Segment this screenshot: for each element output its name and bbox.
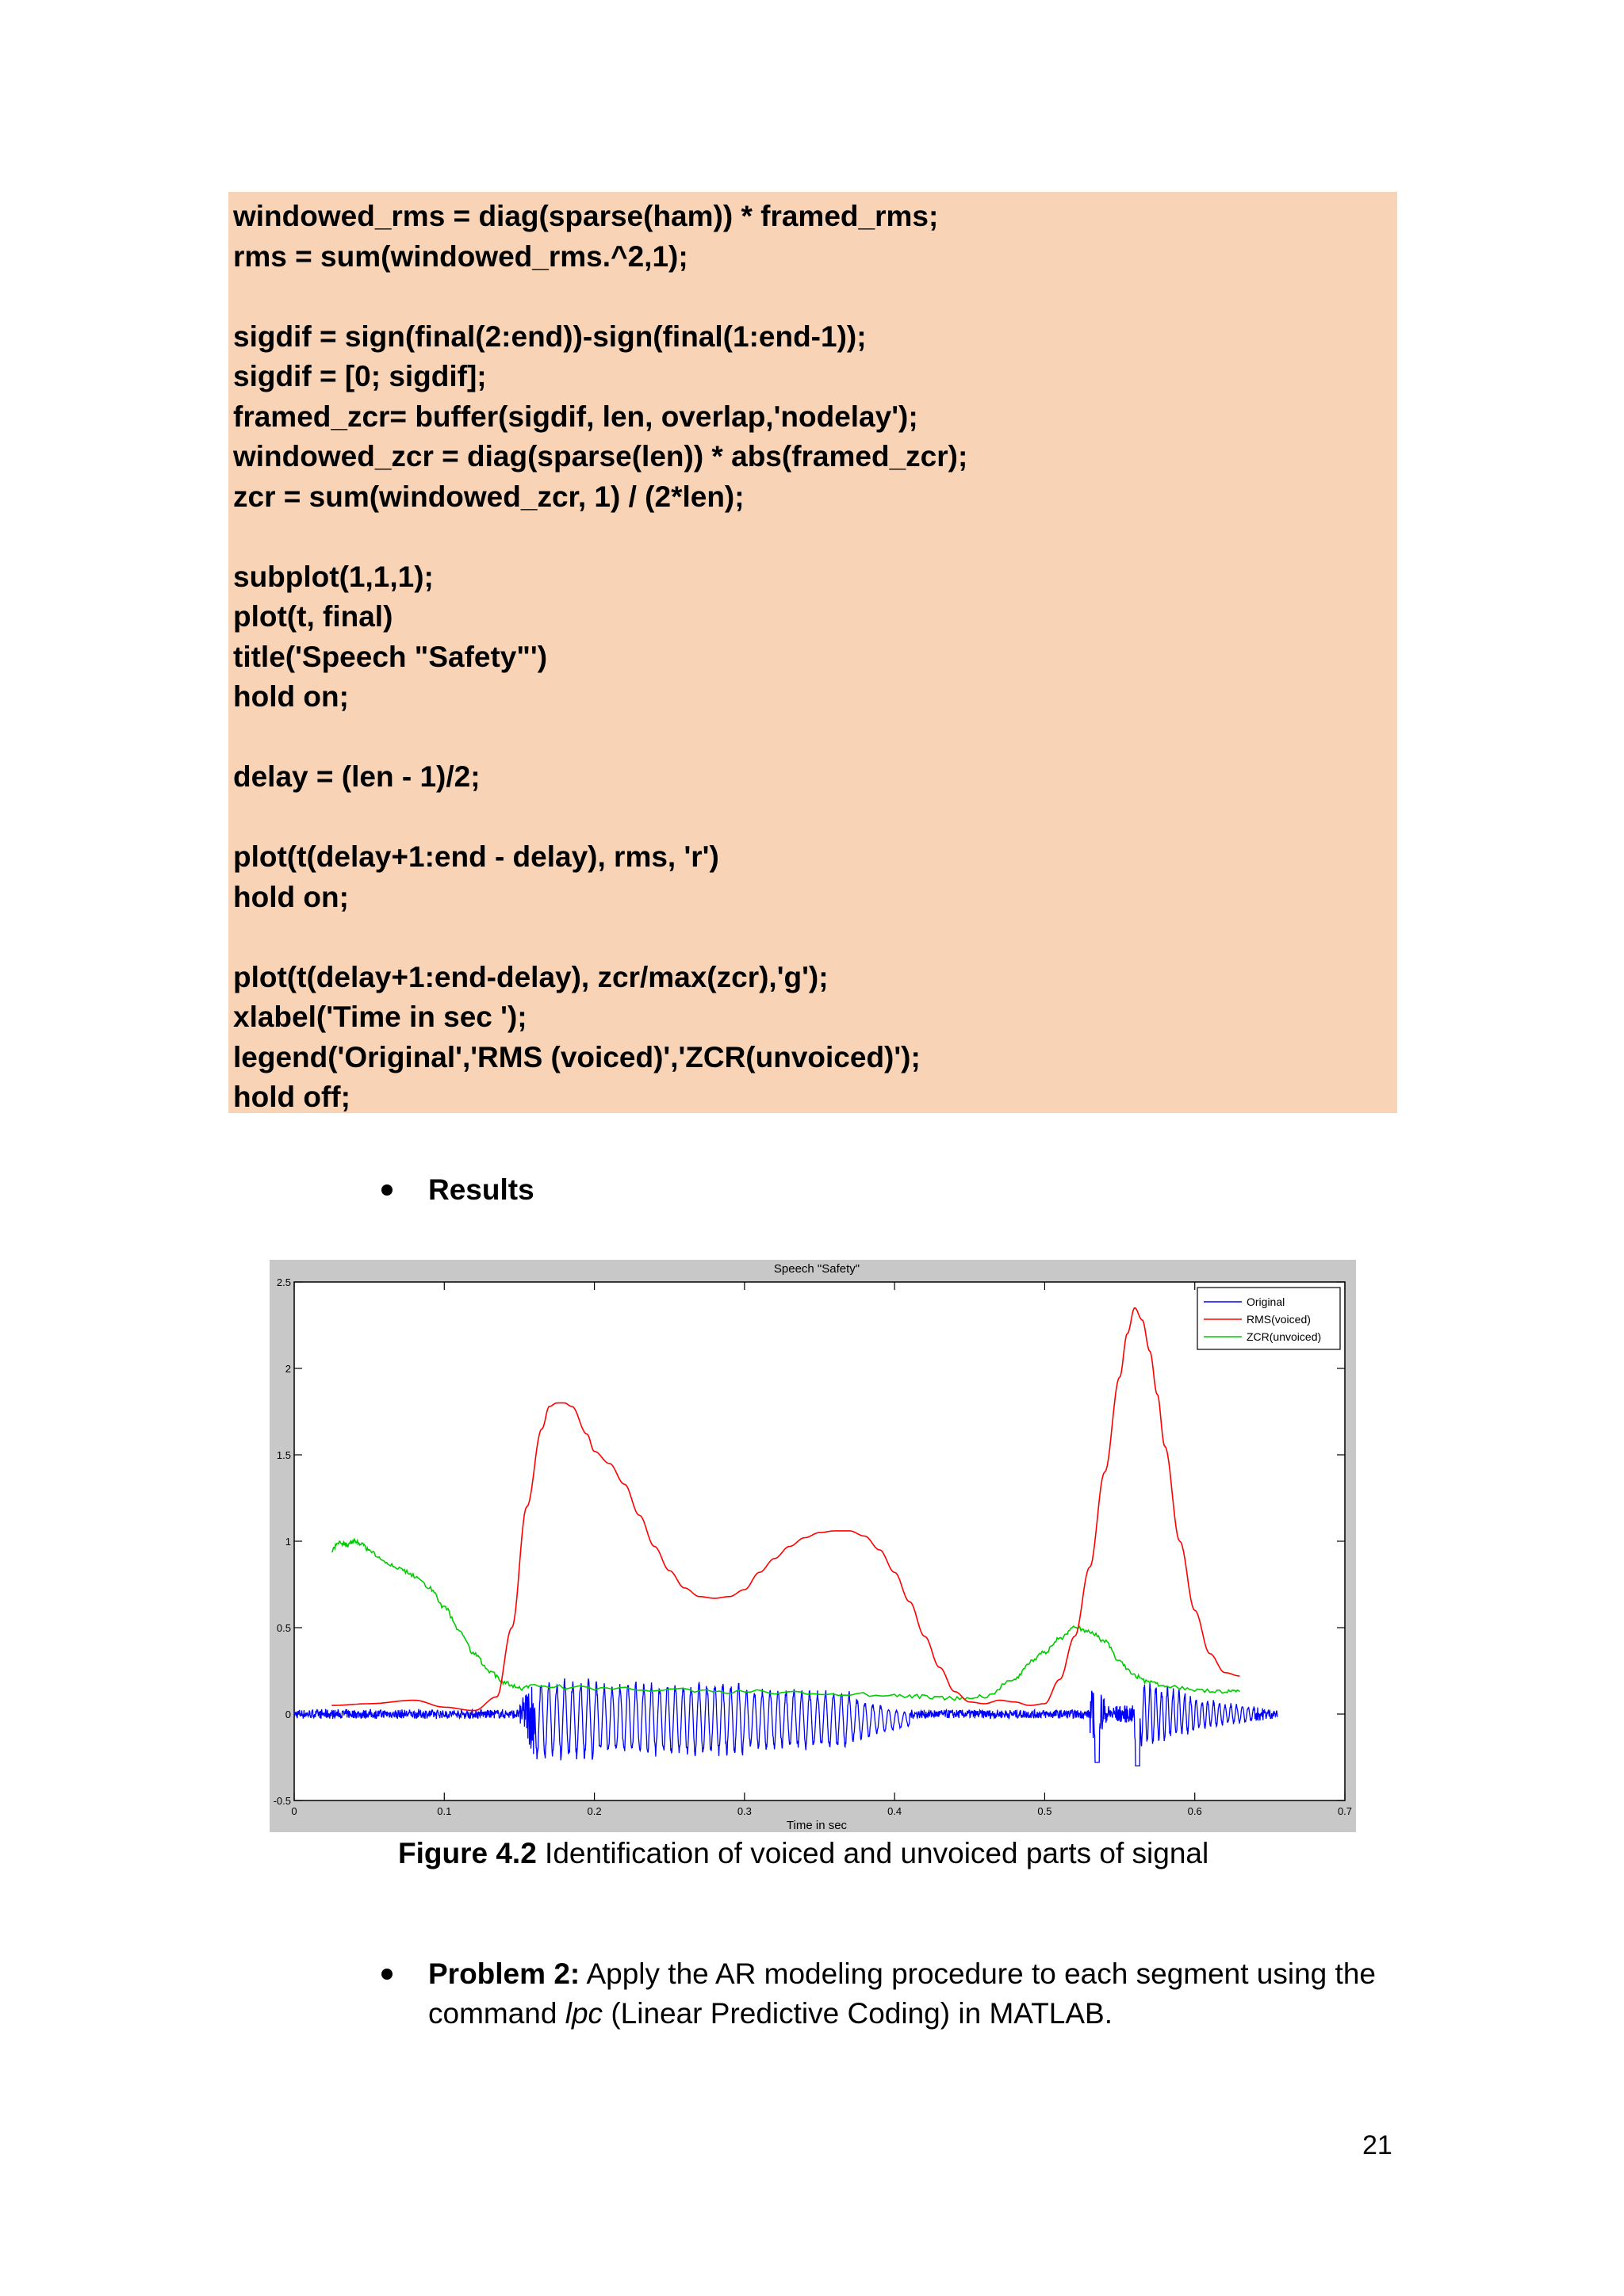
problem-text-2: (Linear Predictive Coding) in MATLAB. — [603, 1997, 1113, 2030]
results-heading: Results — [428, 1173, 534, 1206]
x-tick-label: 0.5 — [1037, 1805, 1052, 1817]
problem-text-1: Apply the AR modeling procedure to each segment using the command — [428, 1957, 1376, 2030]
legend-label: RMS(voiced) — [1247, 1313, 1311, 1326]
code-line: legend('Original','RMS (voiced)','ZCR(unvoiced)'); — [233, 1040, 921, 1073]
results-bullet — [381, 1184, 393, 1196]
x-tick-label: 0.6 — [1187, 1805, 1202, 1817]
chart-xlabel: Time in sec — [786, 1819, 848, 1832]
figure-chart — [270, 1260, 1356, 1832]
code-line: hold on; — [233, 880, 349, 913]
page-number: 21 — [1362, 2130, 1392, 2160]
x-tick-label: 0.3 — [737, 1805, 752, 1817]
chart-title: Speech "Safety" — [773, 1262, 860, 1276]
problem-command: lpc — [565, 1997, 603, 2030]
problem-bullet — [381, 1969, 393, 1980]
y-tick-label: 2.5 — [276, 1276, 291, 1288]
x-tick-label: 0.4 — [887, 1805, 902, 1817]
code-line: framed_zcr= buffer(sigdif, len, overlap,'nodelay'); — [233, 400, 918, 433]
code-line: sigdif = sign(final(2:end))-sign(final(1:end-1)); — [233, 320, 867, 353]
code-line: title('Speech "Safety"') — [233, 640, 548, 673]
legend-label: Original — [1247, 1295, 1285, 1308]
figure-caption-label: Figure 4.2 — [398, 1837, 537, 1869]
code-line: windowed_rms = diag(sparse(ham)) * framed_rms; — [233, 200, 939, 232]
y-tick-label: 1.5 — [276, 1449, 291, 1461]
x-tick-label: 0.1 — [437, 1805, 452, 1817]
code-line: subplot(1,1,1); — [233, 560, 434, 593]
code-block — [228, 192, 1397, 1113]
code-line: rms = sum(windowed_rms.^2,1); — [233, 239, 688, 273]
code-line: xlabel('Time in sec '); — [233, 1001, 527, 1033]
legend-label: ZCR(unvoiced) — [1247, 1330, 1322, 1343]
code-line: zcr = sum(windowed_zcr, 1) / (2*len); — [233, 480, 745, 513]
problem-label: Problem 2: — [428, 1957, 580, 1990]
y-tick-label: 0.5 — [276, 1622, 291, 1634]
chart-svg — [270, 1260, 1356, 1832]
x-tick-label: 0.2 — [587, 1805, 602, 1817]
y-tick-label: 1 — [285, 1536, 291, 1548]
problem-paragraph — [428, 1954, 1404, 2034]
code-line: windowed_zcr = diag(sparse(len)) * abs(framed_zcr); — [233, 440, 968, 473]
figure-caption-text: Identification of voiced and unvoiced parts of signal — [536, 1837, 1209, 1869]
x-tick-label: 0.7 — [1337, 1805, 1353, 1817]
code-line: sigdif = [0; sigdif]; — [233, 360, 487, 392]
code-line: plot(t(delay+1:end-delay), zcr/max(zcr),'g'); — [233, 960, 829, 993]
code-line: plot(t, final) — [233, 600, 393, 633]
code-line: plot(t(delay+1:end - delay), rms, 'r') — [233, 840, 719, 873]
figure-caption — [398, 1834, 1208, 1873]
chart-legend — [1197, 1288, 1340, 1349]
y-tick-label: -0.5 — [273, 1795, 291, 1807]
code-line: delay = (len - 1)/2; — [233, 760, 481, 793]
x-tick-label: 0 — [291, 1805, 297, 1817]
y-tick-label: 2 — [285, 1363, 291, 1375]
code-line: hold off; — [233, 1081, 350, 1113]
code-line: hold on; — [233, 680, 349, 713]
y-tick-label: 0 — [285, 1709, 291, 1720]
